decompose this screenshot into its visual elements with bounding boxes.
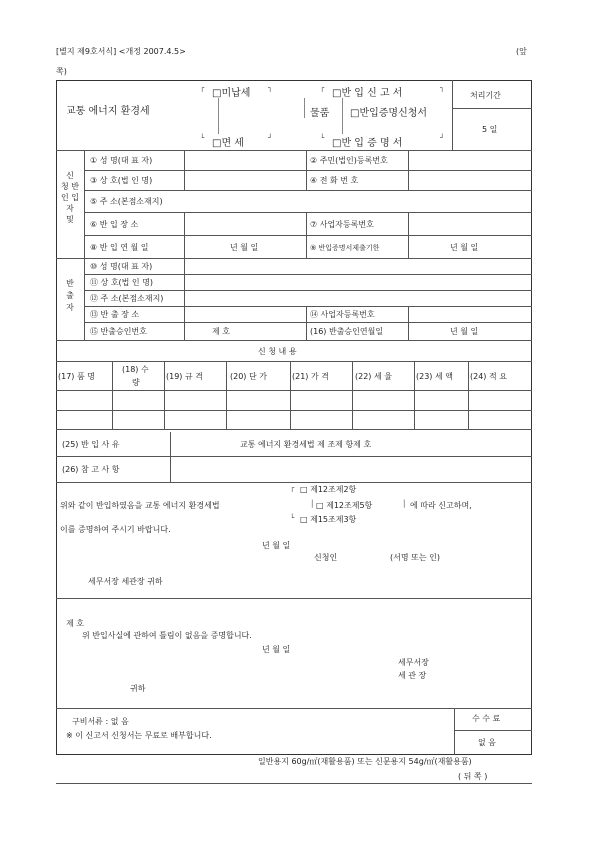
cert-deadline-value: 년 월 일 bbox=[450, 243, 479, 252]
certifying-office-tax: 세무서장 bbox=[398, 658, 429, 667]
certificate-number: 제 호 bbox=[66, 619, 84, 628]
clause-option-12-2[interactable]: □ 제12조제2항 bbox=[300, 485, 357, 494]
approval-no-value: 제 호 bbox=[212, 327, 230, 336]
col-item-name: (17) 품 명 bbox=[58, 372, 95, 381]
free-distribution-note: ※ 이 신고서 신청서는 무료로 배부합니다. bbox=[66, 731, 212, 740]
import-place-label: ⑥ 반 입 장 소 bbox=[90, 220, 139, 229]
declaration-line1-suffix: 에 따라 신고하며, bbox=[410, 501, 472, 510]
form-reference: [별지 제9호서식] <개정 2007.4.5> bbox=[56, 47, 186, 56]
applicant-side-label: 신 청 반 인 입 자 및 bbox=[61, 171, 79, 224]
col-tax-amount: (23) 세 액 bbox=[416, 372, 453, 381]
signature-or-seal: (서명 또는 인) bbox=[390, 553, 440, 562]
col-quantity: (18) 수 bbox=[122, 365, 149, 374]
applicant-reg-no-label: ② 주민(법인)등록번호 bbox=[310, 156, 388, 165]
col-unit-price: (20) 단 가 bbox=[230, 372, 267, 381]
back-side-label: ( 뒤 쪽 ) bbox=[458, 772, 488, 781]
certificate-addressee: 귀하 bbox=[130, 684, 146, 693]
cert-deadline-label: ⑨ 반입증명서제출기한 bbox=[310, 244, 380, 252]
option-import-cert-application[interactable]: □반입증명신청서 bbox=[350, 108, 428, 119]
option-import-cert[interactable]: □반 입 증 명 서 bbox=[332, 138, 403, 149]
declaration-line1: 위와 같이 반입하였음을 교통 에너지 환경세법 bbox=[60, 501, 220, 510]
shipper-biz-no-label: ⑭ 사업자등록번호 bbox=[310, 310, 375, 319]
import-reason-label: (25) 반 입 사 유 bbox=[62, 440, 120, 449]
certificate-text: 위 반입사실에 관하여 틀림이 없음을 증명합니다. bbox=[82, 631, 252, 640]
applicant-signature-label: 신청인 bbox=[314, 553, 338, 562]
col-spec: (19) 규 격 bbox=[166, 372, 203, 381]
certifying-office-customs: 세 관 장 bbox=[398, 671, 427, 680]
option-unpaid[interactable]: □미납세 bbox=[212, 88, 251, 99]
col-quantity-2: 량 bbox=[132, 378, 140, 387]
approval-date-value: 년 월 일 bbox=[450, 327, 479, 336]
shipper-name-label: ⑩ 성 명(대 표 자) bbox=[90, 262, 153, 271]
front-side-label-2: 쪽) bbox=[56, 67, 67, 76]
applicant-address-label: ⑤ 주 소(본점소재지) bbox=[90, 197, 163, 206]
fee-value: 없 음 bbox=[478, 738, 496, 747]
approval-date-label: (16) 반출승인연월일 bbox=[310, 327, 384, 336]
applicant-phone-label: ④ 전 화 번 호 bbox=[310, 176, 359, 185]
declaration-line2: 이를 증명하여 주시기 바랍니다. bbox=[60, 525, 171, 534]
import-date-label: ⑧ 반 입 연 월 일 bbox=[90, 243, 149, 252]
processing-period-label: 처리기간 bbox=[470, 91, 501, 100]
col-remarks: (24) 적 요 bbox=[470, 372, 507, 381]
col-price: (21) 가 격 bbox=[292, 372, 329, 381]
fee-label: 수 수 료 bbox=[472, 714, 501, 723]
shipper-side-label: 반 출 자 bbox=[66, 279, 74, 312]
declaration-date: 년 월 일 bbox=[262, 541, 291, 550]
addressee: 세무서장 세관장 귀하 bbox=[88, 577, 163, 586]
certificate-date: 년 월 일 bbox=[262, 645, 291, 654]
clause-option-12-5[interactable]: □ 제12조제5항 bbox=[316, 501, 373, 510]
approval-no-label: ⑮ 반출승인번호 bbox=[90, 327, 147, 336]
required-documents: 구비서류 : 없 음 bbox=[72, 717, 129, 726]
option-import-report[interactable]: □반 입 신 고 서 bbox=[332, 88, 403, 99]
applicant-name-label: ① 성 명(대 표 자) bbox=[90, 156, 153, 165]
applicant-trade-label: ③ 상 호(법 인 명) bbox=[90, 176, 153, 185]
processing-period-value: 5 일 bbox=[482, 125, 498, 134]
front-side-label: (앞 bbox=[516, 47, 527, 56]
shipper-trade-label: ⑪ 상 호(법 인 명) bbox=[90, 278, 154, 287]
import-date-value: 년 월 일 bbox=[230, 243, 259, 252]
tax-name: 교통 에너지 환경세 bbox=[66, 106, 150, 117]
reference-label: (26) 참 고 사 항 bbox=[62, 465, 120, 474]
request-section-title: 신 청 내 용 bbox=[258, 347, 297, 356]
clause-option-15-3[interactable]: □ 제15조제3항 bbox=[300, 515, 357, 524]
col-tax-rate: (22) 세 율 bbox=[355, 372, 392, 381]
shipper-address-label: ⑫ 주 소(본점소재지) bbox=[90, 294, 164, 303]
paper-spec: 일반용지 60g/㎡(재활용품) 또는 신문용지 54g/㎡(재활용품) bbox=[258, 757, 472, 766]
goods-label: 물품 bbox=[310, 108, 330, 119]
applicant-biz-no-label: ⑦ 사업자등록번호 bbox=[310, 220, 374, 229]
shipper-place-label: ⑬ 반 출 장 소 bbox=[90, 310, 140, 319]
option-exempt[interactable]: □면 세 bbox=[212, 138, 244, 149]
import-reason-value: 교통 에너지 환경세법 제 조제 항제 호 bbox=[240, 440, 372, 449]
